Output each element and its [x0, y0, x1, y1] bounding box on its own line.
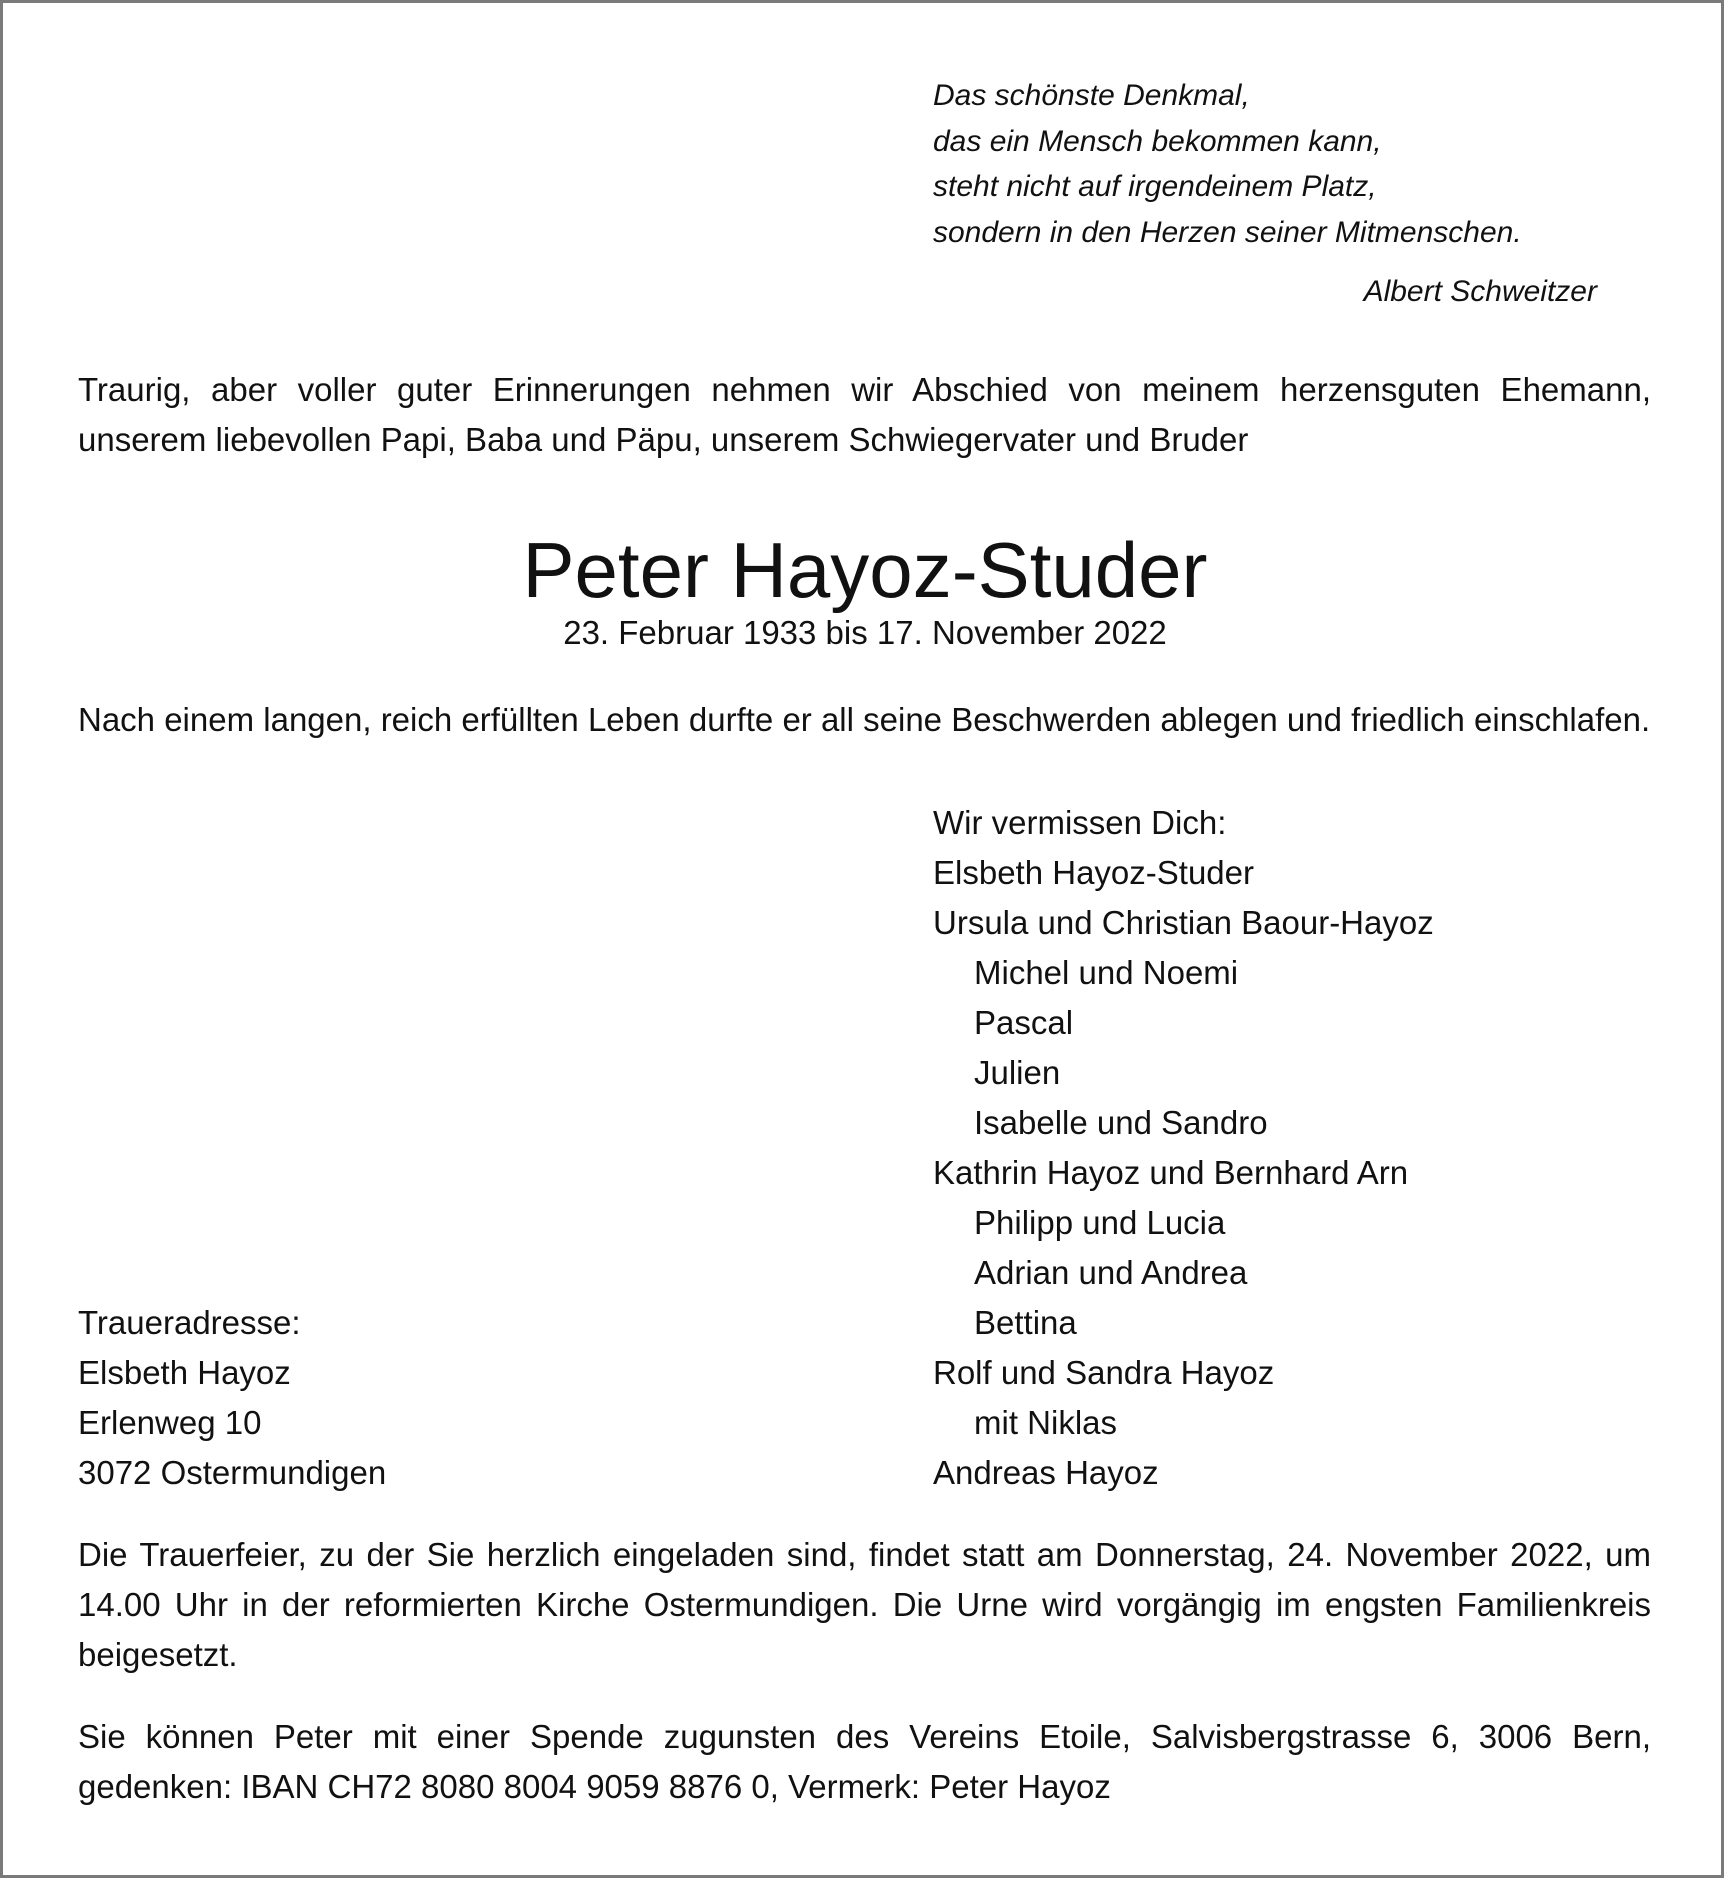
- donation-paragraph: Sie können Peter mit einer Spende zugunsten des Vereins Etoile, Salvisbergstrasse 6, 3006 Bern, gedenken: IBAN CH72 8080 8004 9059 8876 0, Vermerk: Peter Hayoz: [78, 1718, 1651, 1805]
- quote-line: steht nicht auf irgendeinem Platz,: [933, 170, 1377, 203]
- address-line: Elsbeth Hayoz: [78, 1354, 291, 1391]
- family-member: Rolf und Sandra Hayoz: [933, 1354, 1275, 1391]
- life-paragraph: Nach einem langen, reich erfüllten Leben durfte er all seine Beschwerden ablegen und friedlich einschlafen.: [78, 701, 1651, 738]
- family-member: Adrian und Andrea: [974, 1254, 1248, 1291]
- address-line: Erlenweg 10: [78, 1404, 262, 1441]
- family-member: Michel und Noemi: [974, 954, 1239, 991]
- quote-line: das ein Mensch bekommen kann,: [933, 124, 1382, 158]
- family-member: Philipp und Lucia: [974, 1204, 1226, 1241]
- family-member: Ursula und Christian Baour-Hayoz: [933, 904, 1434, 941]
- family-list: [933, 798, 1653, 1498]
- family-heading: Wir vermissen Dich:: [933, 804, 1227, 841]
- quote-line: Das schönste Denkmal,: [933, 79, 1250, 112]
- family-member: Pascal: [974, 1004, 1074, 1041]
- life-dates: 23. Februar 1933 bis 17. November 2022: [563, 614, 1167, 651]
- deceased-name: Peter Hayoz-Studer: [522, 526, 1208, 614]
- quote-author: Albert Schweitzer: [1363, 275, 1597, 308]
- family-member: Elsbeth Hayoz-Studer: [933, 854, 1254, 891]
- family-member: Andreas Hayoz: [933, 1454, 1159, 1491]
- family-member: mit Niklas: [974, 1404, 1118, 1441]
- family-member: Bettina: [974, 1304, 1077, 1341]
- intro-paragraph: Traurig, aber voller guter Erinnerungen nehmen wir Abschied von meinem herzensguten Ehemann, unserem liebevollen Papi, Baba und Päpu, unserem Schwiegervater und Bruder: [78, 371, 1651, 458]
- quote-line: sondern in den Herzen seiner Mitmenschen.: [933, 215, 1522, 249]
- ceremony-paragraph: Die Trauerfeier, zu der Sie herzlich eingeladen sind, findet statt am Donnerstag, 24. November 2022, um 14.00 Uhr in der reformierten Kirche Ostermundigen. Die Urne wird vorgängig im engsten Familienkreis beigesetzt.: [78, 1536, 1651, 1673]
- address-line: 3072 Ostermundigen: [78, 1454, 387, 1491]
- epigraph-quote: [933, 73, 1613, 255]
- family-member: Isabelle und Sandro: [974, 1104, 1268, 1141]
- address-heading: Traueradresse:: [78, 1304, 301, 1341]
- family-member: Kathrin Hayoz und Bernhard Arn: [933, 1154, 1409, 1191]
- mourning-address: [78, 1298, 678, 1498]
- family-member: Julien: [974, 1054, 1061, 1091]
